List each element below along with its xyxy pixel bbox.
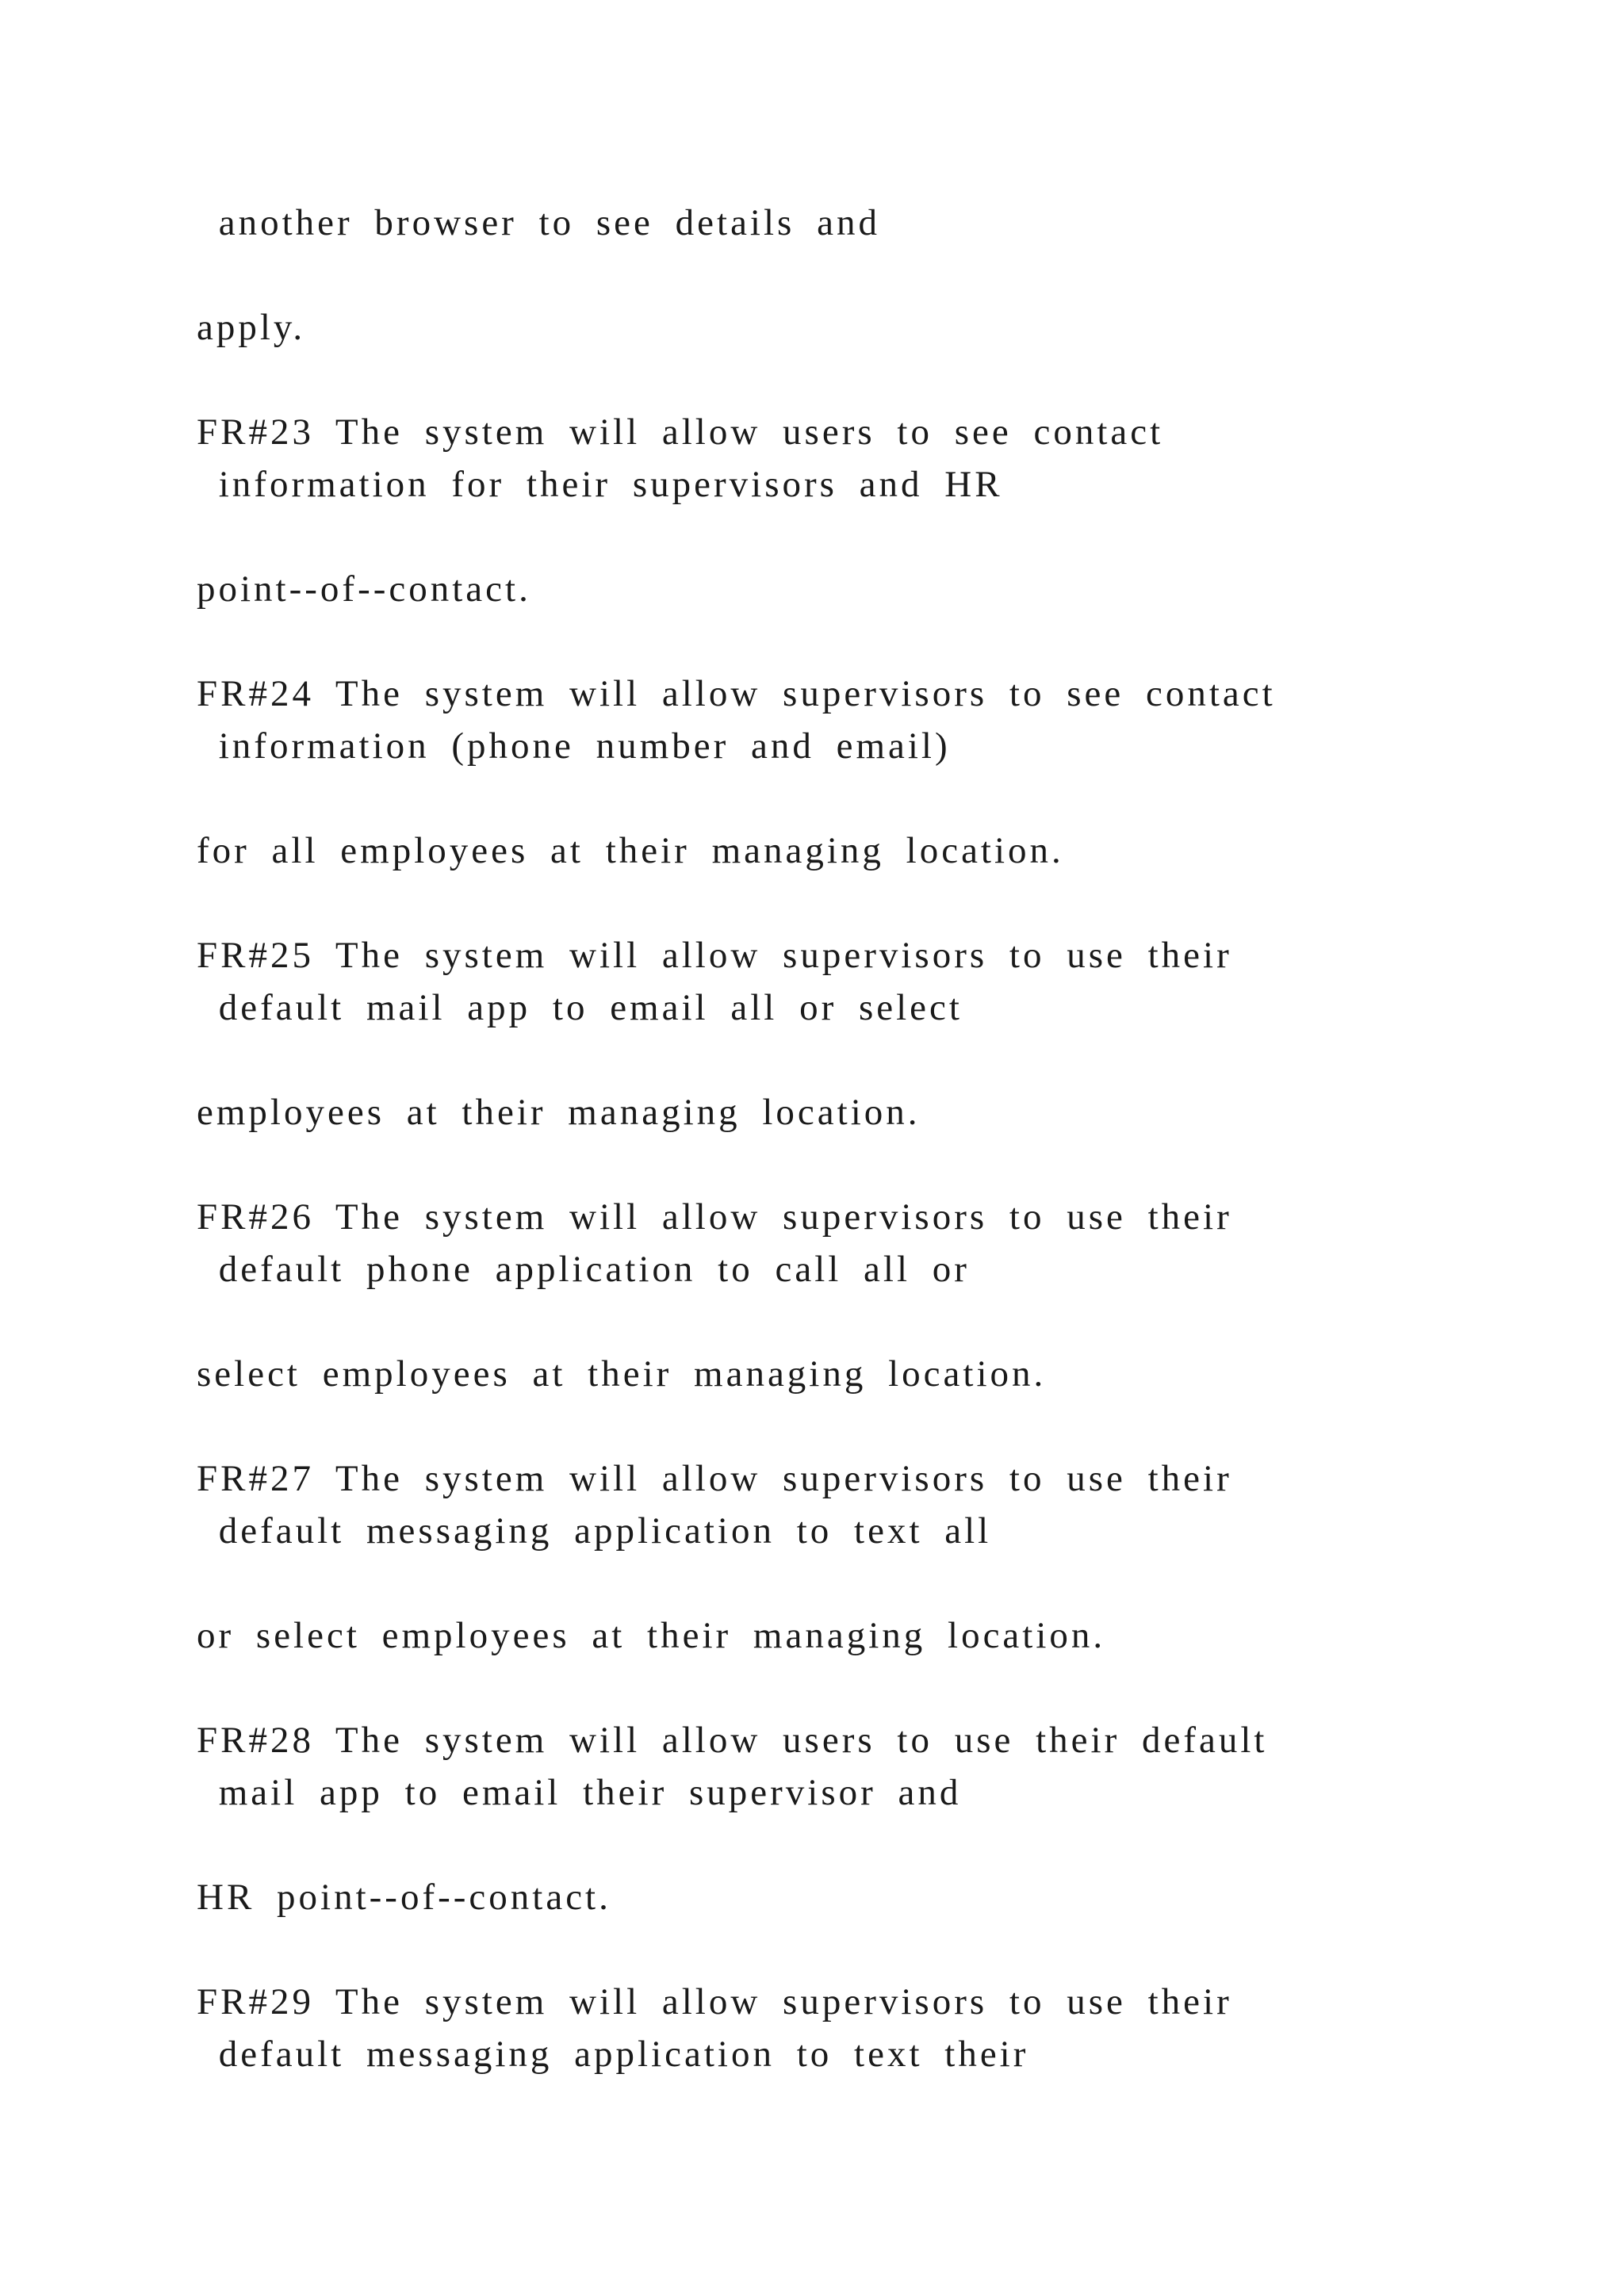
text-line: HR point--of--contact. bbox=[197, 1877, 611, 1918]
text-line: for all employees at their managing location. bbox=[197, 830, 1064, 871]
text-line: employees at their managing location. bbox=[197, 1092, 921, 1133]
text-line: FR#28 The system will allow users to use their default bbox=[197, 1720, 1268, 1761]
text-line: FR#26 The system will allow supervisors to use their bbox=[197, 1196, 1232, 1238]
text-line: apply. bbox=[197, 307, 306, 348]
text-line: FR#24 The system will allow supervisors to see contact bbox=[197, 673, 1276, 714]
text-line: FR#23 The system will allow users to see contact bbox=[197, 411, 1164, 453]
text-line: FR#29 The system will allow supervisors to use their bbox=[197, 1981, 1232, 2022]
text-line: default phone application to call all or bbox=[197, 1249, 970, 1290]
text-line: FR#27 The system will allow supervisors to use their bbox=[197, 1458, 1232, 1499]
text-line: information (phone number and email) bbox=[197, 725, 951, 767]
text-line: another browser to see details and bbox=[197, 202, 880, 243]
text-line: default messaging application to text all bbox=[197, 1510, 992, 1552]
text-line: default mail app to email all or select bbox=[197, 987, 963, 1028]
text-line: FR#25 The system will allow supervisors to use their bbox=[197, 935, 1232, 976]
text-line: mail app to email their supervisor and bbox=[197, 1772, 962, 1813]
text-line: default messaging application to text their bbox=[197, 2034, 1029, 2075]
text-line: point--of--contact. bbox=[197, 568, 531, 610]
text-line: select employees at their managing location. bbox=[197, 1353, 1047, 1395]
text-line: information for their supervisors and HR bbox=[197, 464, 1003, 505]
text-line: or select employees at their managing location. bbox=[197, 1615, 1106, 1656]
